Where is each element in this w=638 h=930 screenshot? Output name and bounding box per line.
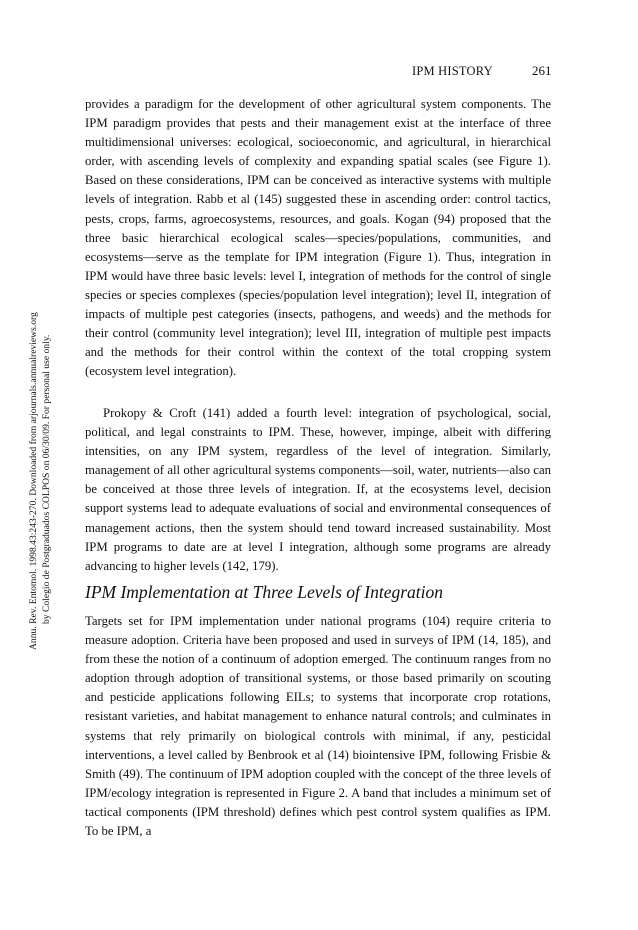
body-paragraph-2: Prokopy & Croft (141) added a fourth level: integration of psychological, social, political, and legal constraints to IPM. These, however, impinge, albeit with differing intensities, on any IPM system, regardless of the level of integration. Similarly, management of all other agricultural systems components—soil, water, nutrients—also can be conceived at those three levels of integration. If, at the ecosystems level, decision support systems lead to adequate evaluations of social and environmental consequences of management actions, then the system should tend toward increased sustainability. Most IPM programs to date are at level I integration, although some programs are already advancing to higher levels (142, 179).	[85, 406, 551, 573]
download-notice-sidebar	[28, 250, 54, 650]
page-number: 261	[532, 63, 552, 78]
download-notice-line-2: by Colegio de Postgraduados COLPOS on 06/30/09. For personal use only.	[40, 334, 52, 624]
body-paragraph-3: Targets set for IPM implementation under national programs (104) require criteria to measure adoption. Criteria have been proposed and used in surveys of IPM (14, 185), and from these the notion of a continuum of adoption emerged. The continuum ranges from no adoption through adoption of transitional systems, or those based primarily on scouting and pesticide applications following EILs; to systems that incorporate crop rotations, resistant varieties, and habitat management to enhance natural controls; and culminates in systems that rely primarily on biological controls with minimal, if any, pesticidal interventions, a level called by Benbrook et al (14) biointensive IPM, following Frisbie & Smith (49). The continuum of IPM adoption coupled with the concept of the three levels of IPM/ecology integration is represented in Figure 2. A band that includes a minimum set of tactical components (IPM threshold) defines which pest control system qualifies as IPM. To be IPM, a	[85, 614, 551, 839]
download-notice-line-1: Annu. Rev. Entomol. 1998.43:243-270. Downloaded from arjournals.annualreviews.org	[28, 312, 39, 650]
body-paragraph-1: provides a paradigm for the development of other agricultural system components. The IPM paradigm provides that pests and their management exist at the interface of three multidimensional universes: ecological, socioeconomic, and agricultural, in hierarchical order, with ascending levels of complexity and expanding spatial scales (see Figure 1). Based on these considerations, IPM can be conceived as interactive systems with multiple levels of integration. Rabb et al (145) suggested these in ascending order: control tactics, pests, crops, farms, agroecosystems, resources, and goals. Kogan (94) proposed that the three basic hierarchical ecological scales—species/populations, communities, and ecosystems—serve as the template for IPM integration (Figure 1). Thus, integration in IPM would have three basic levels: level I, integration of methods for the control of single species or species complexes (species/population level integration); level II, integration of impacts of multiple pest categories (insects, pathogens, and weeds) and the methods for their control (community level integration); level III, integration of multiple pest impacts and the methods for their control within the context of the total cropping system (ecosystem level integration).	[85, 97, 551, 379]
section-heading: IPM Implementation at Three Levels of Integration	[85, 582, 444, 602]
running-head: IPM HISTORY	[412, 64, 493, 78]
